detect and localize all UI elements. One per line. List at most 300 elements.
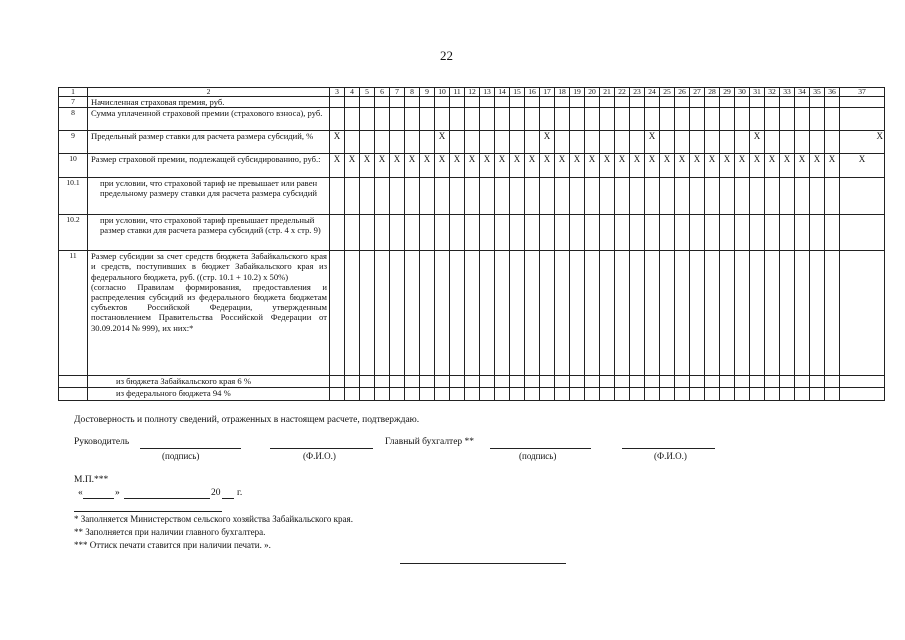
value-cell[interactable] xyxy=(540,97,555,108)
value-cell[interactable] xyxy=(780,178,795,215)
value-cell[interactable] xyxy=(525,97,540,108)
value-cell[interactable] xyxy=(435,108,450,131)
value-cell[interactable] xyxy=(780,215,795,251)
value-cell[interactable] xyxy=(630,376,645,388)
value-cell[interactable] xyxy=(420,178,435,215)
value-cell[interactable] xyxy=(375,376,390,388)
value-cell[interactable] xyxy=(390,97,405,108)
value-cell[interactable] xyxy=(465,131,480,154)
value-cell[interactable] xyxy=(825,131,840,154)
value-cell[interactable] xyxy=(600,215,615,251)
value-cell[interactable] xyxy=(780,251,795,376)
value-cell[interactable] xyxy=(735,215,750,251)
value-cell[interactable] xyxy=(840,376,885,388)
value-cell[interactable] xyxy=(570,131,585,154)
value-cell[interactable] xyxy=(420,97,435,108)
value-cell[interactable] xyxy=(645,376,660,388)
value-cell[interactable] xyxy=(405,388,420,401)
value-cell[interactable] xyxy=(510,251,525,376)
value-cell[interactable] xyxy=(630,215,645,251)
value-cell[interactable] xyxy=(765,388,780,401)
value-cell[interactable] xyxy=(345,388,360,401)
head-signature-line[interactable] xyxy=(140,448,241,449)
value-cell[interactable] xyxy=(465,376,480,388)
value-cell[interactable] xyxy=(570,178,585,215)
value-cell[interactable] xyxy=(810,215,825,251)
value-cell[interactable] xyxy=(375,97,390,108)
value-cell[interactable] xyxy=(330,388,345,401)
value-cell[interactable] xyxy=(420,376,435,388)
value-cell[interactable] xyxy=(735,97,750,108)
value-cell[interactable] xyxy=(435,376,450,388)
value-cell[interactable] xyxy=(705,215,720,251)
value-cell[interactable] xyxy=(375,215,390,251)
value-cell[interactable] xyxy=(615,215,630,251)
value-cell[interactable] xyxy=(735,251,750,376)
value-cell[interactable] xyxy=(360,376,375,388)
value-cell[interactable] xyxy=(750,376,765,388)
value-cell[interactable] xyxy=(330,108,345,131)
value-cell[interactable] xyxy=(660,97,675,108)
value-cell[interactable] xyxy=(630,108,645,131)
value-cell[interactable] xyxy=(510,131,525,154)
value-cell[interactable] xyxy=(675,215,690,251)
value-cell[interactable] xyxy=(795,97,810,108)
value-cell[interactable] xyxy=(675,251,690,376)
value-cell[interactable] xyxy=(390,108,405,131)
header-cell: 17 xyxy=(540,88,555,97)
value-cell[interactable] xyxy=(795,108,810,131)
value-cell[interactable] xyxy=(765,97,780,108)
value-cell[interactable] xyxy=(525,108,540,131)
value-cell[interactable] xyxy=(525,388,540,401)
value-cell[interactable] xyxy=(705,376,720,388)
value-cell[interactable] xyxy=(615,376,630,388)
value-cell[interactable] xyxy=(390,215,405,251)
value-cell[interactable] xyxy=(450,97,465,108)
value-cell[interactable] xyxy=(405,178,420,215)
value-cell[interactable] xyxy=(540,215,555,251)
value-cell[interactable] xyxy=(495,388,510,401)
closing-line xyxy=(400,563,566,564)
value-cell[interactable] xyxy=(660,178,675,215)
value-cell[interactable] xyxy=(585,388,600,401)
accountant-name-line[interactable] xyxy=(622,448,715,449)
value-cell[interactable] xyxy=(555,131,570,154)
value-cell[interactable] xyxy=(585,215,600,251)
value-cell[interactable] xyxy=(765,215,780,251)
value-cell[interactable] xyxy=(525,215,540,251)
value-cell[interactable] xyxy=(645,251,660,376)
value-cell[interactable] xyxy=(330,251,345,376)
value-cell[interactable] xyxy=(810,376,825,388)
value-cell[interactable] xyxy=(345,97,360,108)
value-cell[interactable] xyxy=(735,376,750,388)
value-cell[interactable] xyxy=(405,251,420,376)
table-row xyxy=(59,215,885,251)
not-applicable-mark: X xyxy=(810,154,825,178)
value-cell[interactable] xyxy=(705,178,720,215)
value-cell[interactable] xyxy=(795,215,810,251)
value-cell[interactable] xyxy=(390,388,405,401)
value-cell[interactable] xyxy=(750,215,765,251)
value-cell[interactable] xyxy=(705,388,720,401)
value-cell[interactable] xyxy=(720,97,735,108)
value-cell[interactable] xyxy=(570,376,585,388)
value-cell[interactable] xyxy=(480,178,495,215)
value-cell[interactable] xyxy=(465,215,480,251)
value-cell[interactable] xyxy=(810,251,825,376)
value-cell[interactable] xyxy=(600,97,615,108)
value-cell[interactable] xyxy=(435,251,450,376)
value-cell[interactable] xyxy=(780,376,795,388)
header-cell: 7 xyxy=(390,88,405,97)
value-cell[interactable] xyxy=(585,108,600,131)
value-cell[interactable] xyxy=(510,215,525,251)
value-cell[interactable] xyxy=(690,251,705,376)
value-cell[interactable] xyxy=(480,108,495,131)
value-cell[interactable] xyxy=(405,215,420,251)
value-cell[interactable] xyxy=(840,108,885,131)
value-cell[interactable] xyxy=(390,376,405,388)
value-cell[interactable] xyxy=(585,251,600,376)
value-cell[interactable] xyxy=(720,108,735,131)
value-cell[interactable] xyxy=(540,251,555,376)
value-cell[interactable] xyxy=(810,108,825,131)
value-cell[interactable] xyxy=(765,376,780,388)
not-applicable-mark: X xyxy=(525,154,540,178)
value-cell[interactable] xyxy=(690,376,705,388)
value-cell[interactable] xyxy=(405,97,420,108)
value-cell[interactable] xyxy=(480,131,495,154)
value-cell[interactable] xyxy=(690,388,705,401)
value-cell[interactable] xyxy=(795,131,810,154)
value-cell[interactable] xyxy=(495,251,510,376)
date-year-line[interactable] xyxy=(222,498,234,499)
not-applicable-mark: X xyxy=(540,154,555,178)
value-cell[interactable] xyxy=(630,388,645,401)
value-cell[interactable] xyxy=(765,178,780,215)
value-cell[interactable] xyxy=(810,131,825,154)
value-cell[interactable] xyxy=(555,215,570,251)
header-cell: 2 xyxy=(88,88,330,97)
value-cell[interactable] xyxy=(450,251,465,376)
value-cell[interactable] xyxy=(615,97,630,108)
value-cell[interactable] xyxy=(645,215,660,251)
value-cell[interactable] xyxy=(375,178,390,215)
value-cell[interactable] xyxy=(435,178,450,215)
value-cell[interactable] xyxy=(345,251,360,376)
value-cell[interactable] xyxy=(795,178,810,215)
value-cell[interactable] xyxy=(450,178,465,215)
value-cell[interactable] xyxy=(360,108,375,131)
value-cell[interactable] xyxy=(345,376,360,388)
value-cell[interactable] xyxy=(705,97,720,108)
value-cell[interactable] xyxy=(555,108,570,131)
value-cell[interactable] xyxy=(840,388,885,401)
value-cell[interactable] xyxy=(375,388,390,401)
value-cell[interactable] xyxy=(360,215,375,251)
header-cell: 20 xyxy=(585,88,600,97)
value-cell[interactable] xyxy=(570,215,585,251)
header-cell: 34 xyxy=(795,88,810,97)
value-cell[interactable] xyxy=(600,178,615,215)
value-cell[interactable] xyxy=(420,108,435,131)
value-cell[interactable] xyxy=(645,108,660,131)
value-cell[interactable] xyxy=(645,178,660,215)
value-cell[interactable] xyxy=(480,97,495,108)
value-cell[interactable] xyxy=(735,108,750,131)
value-cell[interactable] xyxy=(390,251,405,376)
value-cell[interactable] xyxy=(675,97,690,108)
value-cell[interactable] xyxy=(510,178,525,215)
value-cell[interactable] xyxy=(615,131,630,154)
value-cell[interactable] xyxy=(780,97,795,108)
value-cell[interactable] xyxy=(660,251,675,376)
value-cell[interactable] xyxy=(420,215,435,251)
table-row xyxy=(59,251,885,376)
value-cell[interactable] xyxy=(675,108,690,131)
value-cell[interactable] xyxy=(825,97,840,108)
value-cell[interactable] xyxy=(495,108,510,131)
value-cell[interactable] xyxy=(465,108,480,131)
value-cell[interactable] xyxy=(390,131,405,154)
value-cell[interactable] xyxy=(810,388,825,401)
value-cell[interactable] xyxy=(825,178,840,215)
value-cell[interactable] xyxy=(720,388,735,401)
value-cell[interactable] xyxy=(840,251,885,376)
value-cell[interactable] xyxy=(660,215,675,251)
value-cell[interactable] xyxy=(540,178,555,215)
value-cell[interactable] xyxy=(780,108,795,131)
header-cell: 5 xyxy=(360,88,375,97)
header-cell: 16 xyxy=(525,88,540,97)
value-cell[interactable] xyxy=(795,251,810,376)
value-cell[interactable] xyxy=(675,178,690,215)
value-cell[interactable] xyxy=(570,97,585,108)
value-cell[interactable] xyxy=(825,388,840,401)
date-month-line[interactable] xyxy=(124,498,210,499)
value-cell[interactable] xyxy=(840,215,885,251)
value-cell[interactable] xyxy=(585,131,600,154)
value-cell[interactable] xyxy=(705,108,720,131)
value-cell[interactable] xyxy=(765,108,780,131)
value-cell[interactable] xyxy=(735,178,750,215)
value-cell[interactable] xyxy=(495,376,510,388)
value-cell[interactable] xyxy=(615,251,630,376)
row-number: 9 xyxy=(59,131,88,154)
value-cell[interactable] xyxy=(480,376,495,388)
date-day-line[interactable] xyxy=(83,498,114,499)
value-cell[interactable] xyxy=(555,376,570,388)
value-cell[interactable] xyxy=(555,251,570,376)
value-cell[interactable] xyxy=(450,388,465,401)
value-cell[interactable] xyxy=(660,388,675,401)
value-cell[interactable] xyxy=(495,131,510,154)
value-cell[interactable] xyxy=(585,178,600,215)
value-cell[interactable] xyxy=(360,178,375,215)
value-cell[interactable] xyxy=(510,97,525,108)
not-applicable-mark: X xyxy=(735,154,750,178)
value-cell[interactable] xyxy=(630,178,645,215)
value-cell[interactable] xyxy=(810,97,825,108)
value-cell[interactable] xyxy=(645,388,660,401)
value-cell[interactable] xyxy=(630,131,645,154)
value-cell[interactable] xyxy=(480,388,495,401)
value-cell[interactable] xyxy=(450,108,465,131)
value-cell[interactable] xyxy=(720,376,735,388)
value-cell[interactable] xyxy=(735,131,750,154)
value-cell[interactable] xyxy=(840,97,885,108)
value-cell[interactable] xyxy=(345,108,360,131)
value-cell[interactable] xyxy=(405,108,420,131)
value-cell[interactable] xyxy=(570,251,585,376)
value-cell[interactable] xyxy=(405,131,420,154)
value-cell[interactable] xyxy=(630,97,645,108)
value-cell[interactable] xyxy=(660,131,675,154)
value-cell[interactable] xyxy=(765,251,780,376)
value-cell[interactable] xyxy=(600,388,615,401)
value-cell[interactable] xyxy=(795,376,810,388)
value-cell[interactable] xyxy=(780,131,795,154)
value-cell[interactable] xyxy=(330,215,345,251)
value-cell[interactable] xyxy=(690,108,705,131)
value-cell[interactable] xyxy=(555,388,570,401)
value-cell[interactable] xyxy=(615,108,630,131)
value-cell[interactable] xyxy=(720,251,735,376)
value-cell[interactable] xyxy=(630,251,645,376)
value-cell[interactable] xyxy=(660,376,675,388)
value-cell[interactable] xyxy=(585,376,600,388)
value-cell[interactable] xyxy=(510,376,525,388)
value-cell[interactable] xyxy=(435,388,450,401)
value-cell[interactable] xyxy=(345,131,360,154)
value-cell[interactable] xyxy=(720,178,735,215)
accountant-signature-line[interactable] xyxy=(490,448,591,449)
value-cell[interactable] xyxy=(375,108,390,131)
value-cell[interactable] xyxy=(360,251,375,376)
value-cell[interactable] xyxy=(780,388,795,401)
value-cell[interactable] xyxy=(525,251,540,376)
value-cell[interactable] xyxy=(690,215,705,251)
table-row xyxy=(59,97,885,108)
value-cell[interactable] xyxy=(360,131,375,154)
value-cell[interactable] xyxy=(510,388,525,401)
value-cell[interactable] xyxy=(525,178,540,215)
value-cell[interactable] xyxy=(345,178,360,215)
value-cell[interactable] xyxy=(540,388,555,401)
value-cell[interactable] xyxy=(375,251,390,376)
value-cell[interactable] xyxy=(645,97,660,108)
value-cell[interactable] xyxy=(750,97,765,108)
value-cell[interactable] xyxy=(480,215,495,251)
value-cell[interactable] xyxy=(360,97,375,108)
value-cell[interactable] xyxy=(465,97,480,108)
value-cell[interactable] xyxy=(795,388,810,401)
value-cell[interactable] xyxy=(585,97,600,108)
value-cell[interactable] xyxy=(750,251,765,376)
value-cell[interactable] xyxy=(450,131,465,154)
value-cell[interactable] xyxy=(600,251,615,376)
value-cell[interactable] xyxy=(825,215,840,251)
value-cell[interactable] xyxy=(600,108,615,131)
value-cell[interactable] xyxy=(615,178,630,215)
value-cell[interactable] xyxy=(540,108,555,131)
value-cell[interactable] xyxy=(675,388,690,401)
value-cell[interactable] xyxy=(465,251,480,376)
value-cell[interactable] xyxy=(690,178,705,215)
value-cell[interactable] xyxy=(570,388,585,401)
value-cell[interactable] xyxy=(345,215,360,251)
value-cell[interactable] xyxy=(525,376,540,388)
value-cell[interactable] xyxy=(465,388,480,401)
value-cell[interactable] xyxy=(720,215,735,251)
value-cell[interactable] xyxy=(660,108,675,131)
value-cell[interactable] xyxy=(405,376,420,388)
value-cell[interactable] xyxy=(690,131,705,154)
value-cell[interactable] xyxy=(420,388,435,401)
value-cell[interactable] xyxy=(690,97,705,108)
value-cell[interactable] xyxy=(495,178,510,215)
value-cell[interactable] xyxy=(720,131,735,154)
value-cell[interactable] xyxy=(705,131,720,154)
value-cell[interactable] xyxy=(330,178,345,215)
value-cell[interactable] xyxy=(450,215,465,251)
value-cell[interactable] xyxy=(750,178,765,215)
head-name-line[interactable] xyxy=(270,448,373,449)
value-cell[interactable] xyxy=(555,178,570,215)
value-cell[interactable] xyxy=(495,215,510,251)
value-cell[interactable] xyxy=(390,178,405,215)
value-cell[interactable] xyxy=(735,388,750,401)
value-cell[interactable] xyxy=(675,376,690,388)
row-description: из бюджета Забайкальского края 6 % xyxy=(88,376,330,388)
value-cell[interactable] xyxy=(420,131,435,154)
value-cell[interactable] xyxy=(495,97,510,108)
value-cell[interactable] xyxy=(555,97,570,108)
value-cell[interactable] xyxy=(600,131,615,154)
value-cell[interactable] xyxy=(825,376,840,388)
row-description-part: (согласно Правилам формирования, предоставления и распределения субсидий из федерального бюджета бюджетам субъектов Российской Федерации, утвержденным постановлением Правительства Российской Федерации от 30.09.2014 № 999), их них:* xyxy=(91,281,327,333)
value-cell[interactable] xyxy=(435,215,450,251)
value-cell[interactable] xyxy=(570,108,585,131)
value-cell[interactable] xyxy=(825,108,840,131)
row-number: 10.2 xyxy=(59,215,88,251)
value-cell[interactable] xyxy=(465,178,480,215)
value-cell[interactable] xyxy=(540,376,555,388)
value-cell[interactable] xyxy=(480,251,495,376)
value-cell[interactable] xyxy=(525,131,540,154)
value-cell[interactable] xyxy=(705,251,720,376)
value-cell[interactable] xyxy=(840,178,885,215)
value-cell[interactable] xyxy=(825,251,840,376)
value-cell[interactable] xyxy=(450,376,465,388)
value-cell[interactable] xyxy=(510,108,525,131)
value-cell[interactable] xyxy=(360,388,375,401)
value-cell[interactable] xyxy=(375,131,390,154)
value-cell[interactable] xyxy=(810,178,825,215)
value-cell[interactable] xyxy=(750,108,765,131)
value-cell[interactable] xyxy=(600,376,615,388)
value-cell[interactable] xyxy=(750,388,765,401)
value-cell[interactable] xyxy=(420,251,435,376)
value-cell[interactable] xyxy=(675,131,690,154)
value-cell[interactable] xyxy=(765,131,780,154)
value-cell[interactable] xyxy=(435,97,450,108)
value-cell[interactable] xyxy=(330,97,345,108)
value-cell[interactable] xyxy=(330,376,345,388)
value-cell[interactable] xyxy=(615,388,630,401)
